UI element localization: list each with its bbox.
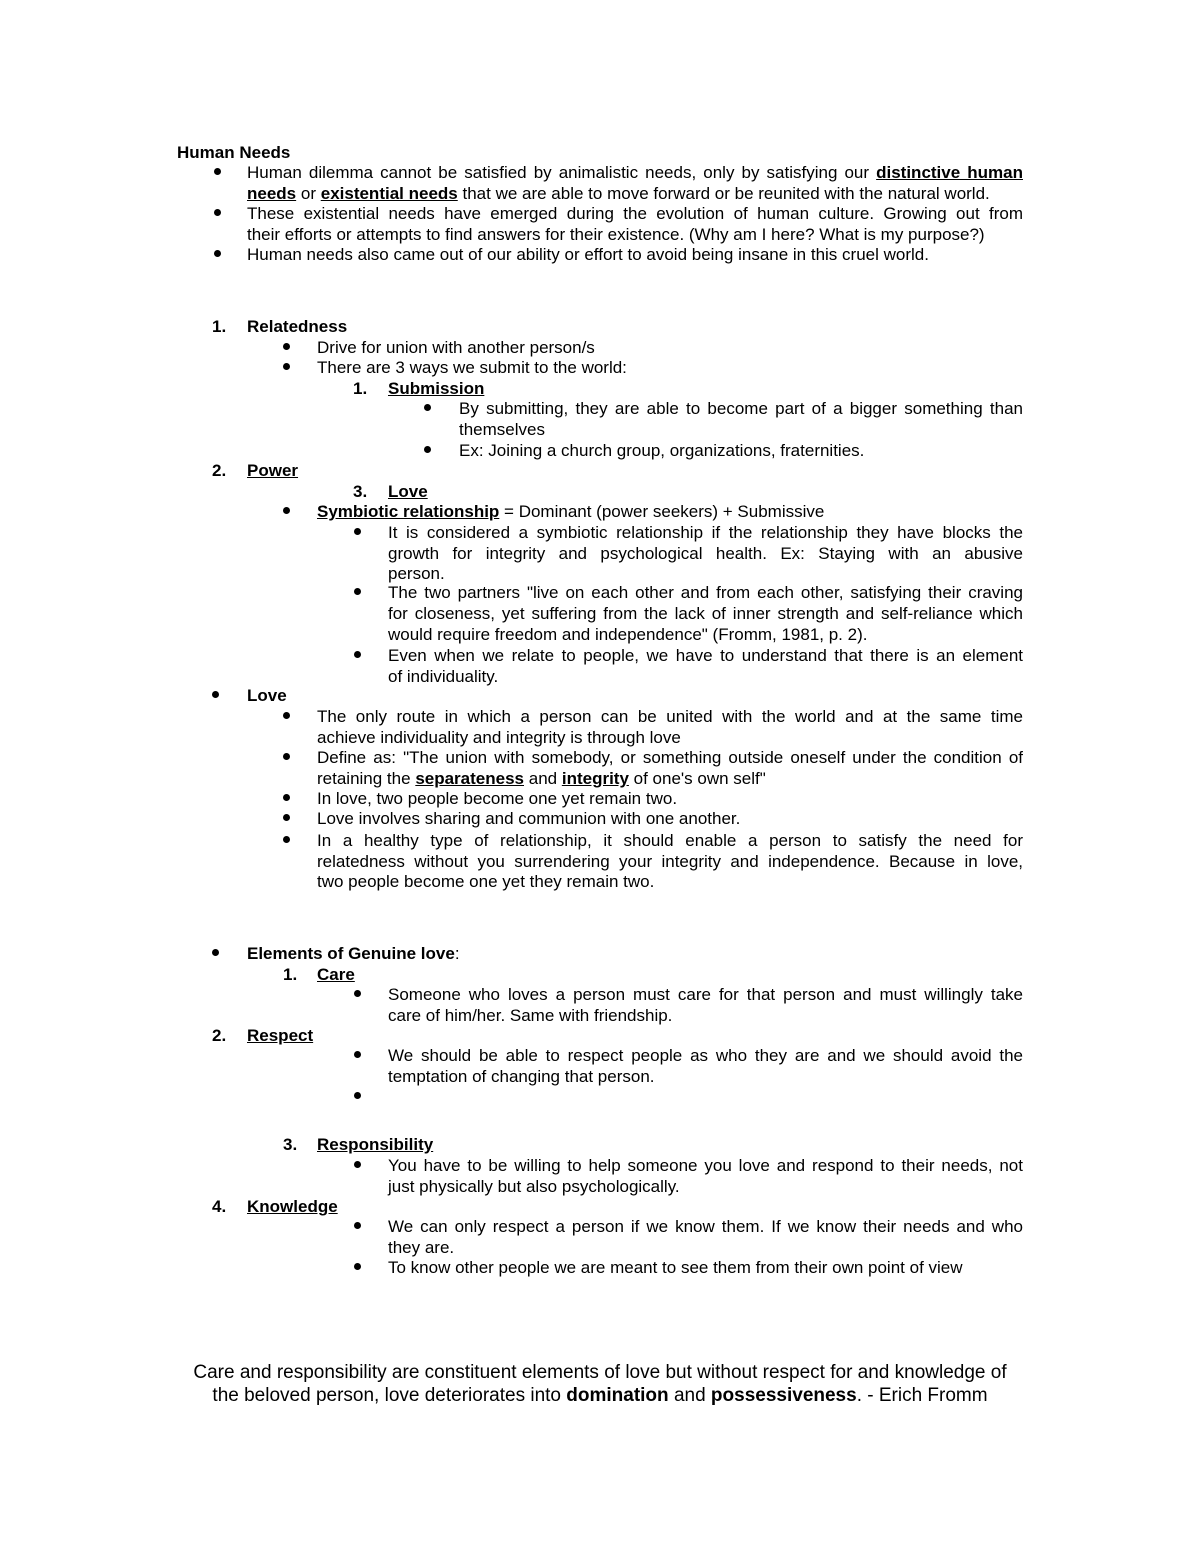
bullet-icon [212,691,219,698]
bullet-icon [214,168,221,175]
love-bullet-4: Love involves sharing and communion with one another. [317,809,741,828]
love-bullet-5-line-3: two people become one yet they remain two. [317,872,655,891]
symbiotic-bullet-1-line-2: growth for integrity and psychological health. Ex: Staying with an abusive [388,544,1023,563]
bullet-icon [354,990,361,997]
list-number: 2. [212,461,227,480]
respect-line-1: We should be able to respect people as who they are and we should avoid the [388,1046,1023,1065]
power-title: Power [247,461,299,480]
symbiotic-bullet-1-line-1: It is considered a symbiotic relationship if the relationship they have blocks the [388,523,1023,542]
love-bullet-2-line-1: Define as: "The union with somebody, or something outside oneself under the condition of [317,748,1023,767]
love-bullet-5-line-1: In a healthy type of relationship, it should enable a person to satisfy the need for [317,831,1023,850]
responsibility-title: Responsibility [317,1135,434,1154]
care-line-2: care of him/her. Same with friendship. [388,1006,673,1025]
respect-title: Respect [247,1026,314,1045]
relatedness-title: Relatedness [247,317,348,336]
list-number: 1. [283,965,298,984]
intro-bullet-1-line-1: Human dilemma cannot be satisfied by animalistic needs, only by satisfying our distinctive human [247,163,1023,182]
symbiotic-definition: Symbiotic relationship = Dominant (power seekers) + Submissive [317,502,825,521]
list-number: 1. [353,379,368,398]
symbiotic-bullet-2-line-1: The two partners "live on each other and from each other, satisfying their craving [388,583,1023,602]
symbiotic-bullet-2-line-2: for closeness, yet suffering from the lack of inner strength and self-reliance which [388,604,1023,623]
love-bullet-1-line-1: The only route in which a person can be united with the world and at the same time [317,707,1023,726]
bullet-icon [354,651,361,658]
love-title: Love [247,686,287,705]
relatedness-bullet-2: There are 3 ways we submit to the world: [317,358,627,377]
responsibility-line-2: just physically but also psychologically. [388,1177,680,1196]
bullet-icon [354,588,361,595]
symbiotic-bullet-1-line-3: person. [388,564,445,583]
quote-line-2: the beloved person, love deteriorates into domination and possessiveness. - Erich Fromm [212,1385,988,1406]
list-number: 3. [283,1135,298,1154]
bullet-icon [214,250,221,257]
bullet-icon [283,507,290,514]
symbiotic-bullet-3-line-1: Even when we relate to people, we have to understand that there is an element [388,646,1023,665]
bullet-icon [354,1092,361,1099]
list-number: 2. [212,1026,227,1045]
submission-title: Submission [388,379,485,398]
respect-line-2: temptation of changing that person. [388,1067,655,1086]
submission-bullet-2: Ex: Joining a church group, organizations, fraternities. [459,441,865,460]
bullet-icon [424,404,431,411]
knowledge-bullet-1-line-1: We can only respect a person if we know them. If we know their needs and who [388,1217,1023,1236]
bullet-icon [283,794,290,801]
symbiotic-bullet-3-line-2: of individuality. [388,667,499,686]
knowledge-bullet-2: To know other people we are meant to see them from their own point of view [388,1258,963,1277]
bullet-icon [283,363,290,370]
bullet-icon [214,209,221,216]
bullet-icon [354,528,361,535]
love-item-title: Love [388,482,428,501]
care-line-1: Someone who loves a person must care for that person and must willingly take [388,985,1023,1004]
bullet-icon [424,446,431,453]
knowledge-title: Knowledge [247,1197,338,1216]
bullet-icon [354,1051,361,1058]
bullet-icon [283,814,290,821]
list-number: 4. [212,1197,227,1216]
section-heading: Human Needs [177,143,291,162]
love-bullet-5-line-2: relatedness without you surrendering your integrity and independence. Because in love, [317,852,1023,871]
intro-bullet-1-line-2: needs or existential needs that we are able to move forward or be reunited with the natural world. [247,184,990,203]
list-number: 1. [212,317,227,336]
list-number: 3. [353,482,368,501]
bullet-icon [212,949,219,956]
submission-bullet-1-line-1: By submitting, they are able to become part of a bigger something than [459,399,1023,418]
symbiotic-bullet-2-line-3: would require freedom and independence" (Fromm, 1981, p. 2). [388,625,868,644]
love-bullet-2-line-2: retaining the separateness and integrity of one's own self" [317,769,766,788]
bullet-icon [354,1263,361,1270]
submission-bullet-1-line-2: themselves [459,420,545,439]
love-bullet-3: In love, two people become one yet remain two. [317,789,678,808]
bullet-icon [354,1161,361,1168]
relatedness-bullet-1: Drive for union with another person/s [317,338,595,357]
care-title: Care [317,965,355,984]
love-bullet-1-line-2: achieve individuality and integrity is through love [317,728,681,747]
bullet-icon [283,836,290,843]
knowledge-bullet-1-line-2: they are. [388,1238,455,1257]
responsibility-line-1: You have to be willing to help someone you love and respond to their needs, not [388,1156,1023,1175]
intro-bullet-3: Human needs also came out of our ability or effort to avoid being insane in this cruel world. [247,245,929,264]
intro-bullet-2-line-2: their efforts or attempts to find answers for their existence. (Why am I here? What is my purpose?) [247,225,985,244]
bullet-icon [283,712,290,719]
bullet-icon [354,1222,361,1229]
intro-bullet-2-line-1: These existential needs have emerged during the evolution of human culture. Growing out from [247,204,1023,223]
bullet-icon [283,343,290,350]
elements-title: Elements of Genuine love: [247,944,460,963]
quote-line-1: Care and responsibility are constituent elements of love but without respect for and knowledge of [193,1362,1007,1383]
bullet-icon [283,753,290,760]
